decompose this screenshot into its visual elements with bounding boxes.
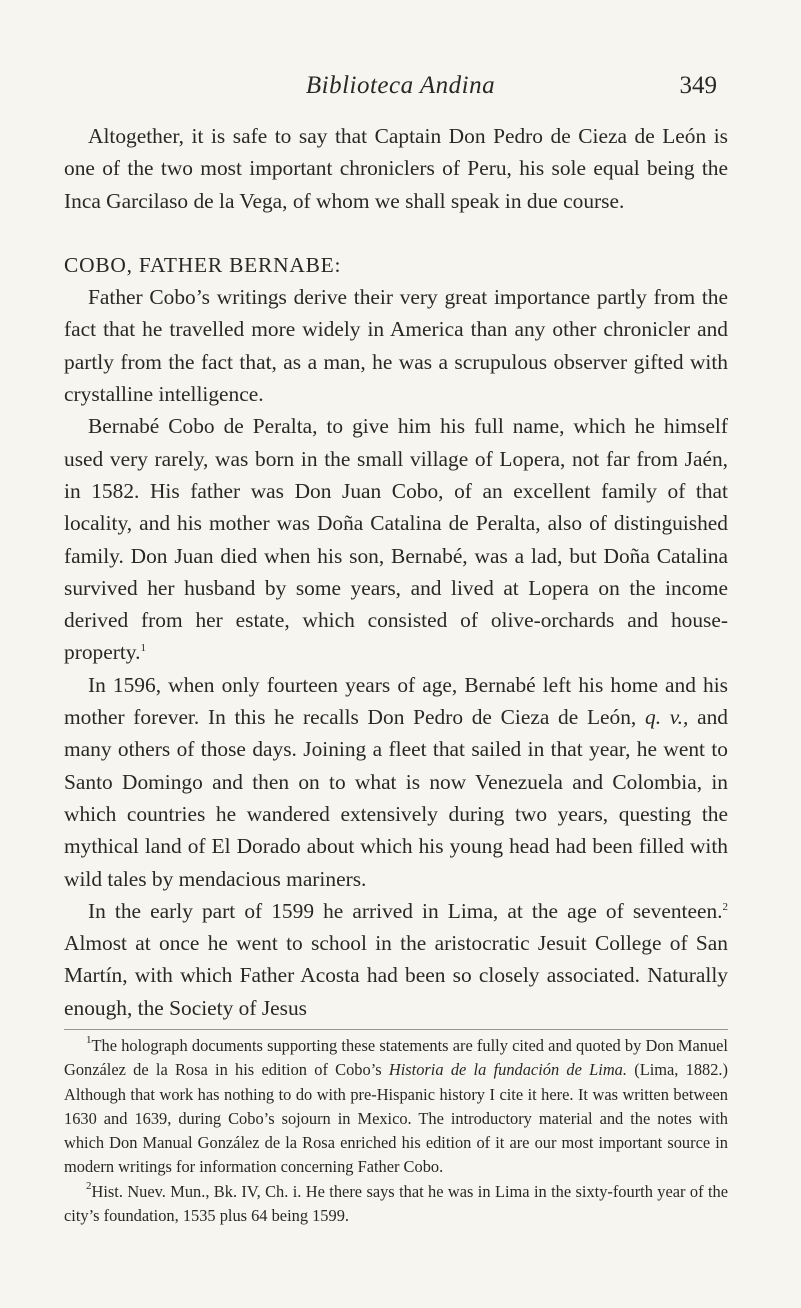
paragraph-1-text: Altogether, it is safe to say that Captain Don Pedro de Cieza de León is one of the two most important chroniclers of Peru, his sole equal being the Inca Garcilaso de la Vega, of whom we shall speak in due course. — [64, 124, 728, 213]
paragraph-3-text: Bernabé Cobo de Peralta, to give him his full name, which he himself used very rarely, was born in the small village of Lopera, not far from Jaén, in 1582. His father was Don Juan Cobo, of an excellent family of that locality, and his mother was Doña Catalina de Peralta, also of distinguished family. Don Juan died when his son, Bernabé, was a lad, but Doña Catalina survived her husband by some years, and lived at Lopera on the income derived from her estate, which consisted of olive-orchards and house-property. — [64, 414, 728, 665]
paragraph-3 — [64, 410, 728, 668]
footnote-1 — [64, 1034, 728, 1180]
paragraph-2-text: Father Cobo’s writings derive their very great importance partly from the fact that he travelled more widely in America than any other chronicler and partly from the fact that, as a man, he was a scrupulous observer gifted with crystalline intelligence. — [64, 285, 728, 407]
paragraph-4-text-a: In 1596, when only fourteen years of age, Bernabé left his home and his mother forever. In this he recalls Don Pedro de Cieza de León, — [64, 672, 728, 730]
footnote-1-title: Historia de la fundación de Lima. — [388, 1060, 627, 1080]
footnote-ref-2: 2 — [722, 900, 728, 913]
running-title: Biblioteca Andina — [305, 72, 496, 99]
section-heading: COBO, FATHER BERNABE: — [64, 252, 342, 277]
footnote-1-mark: 1 — [86, 1034, 92, 1046]
paragraph-4-qv: q. v., — [645, 705, 689, 730]
footnote-1-text-b: (Lima, 1882.) Although that work has nothing to do with pre-Hispanic history I cite it here. It was written between 1630 and 1639, during Cobo’s sojourn in Mexico. The introductory material and the notes with which Don Manual González de la Rosa enriched his edition of it are our most important source in modern writings for information concerning Father Cobo. — [64, 1060, 728, 1177]
paragraph-4-text-b: and many others of those days. Joining a fleet that sailed in that year, he went to Santo Domingo and then on to what is now Venezuela and Colombia, in which countries he wandered extensively during two years, questing the mythical land of El Dorado about which his young head had been filled with wild tales by mendacious mariners. — [64, 705, 728, 891]
paragraph-4 — [64, 669, 728, 895]
paragraph-5-text-a: In the early part of 1599 he arrived in Lima, at the age of seventeen. — [88, 898, 723, 923]
paragraph-5 — [64, 895, 728, 1024]
running-head — [0, 72, 801, 112]
footnote-2-text: Hist. Nuev. Mun., Bk. IV, Ch. i. He there says that he was in Lima in the sixty-fourth year of the city’s foundation, 1535 plus 64 being 1599. — [64, 1181, 728, 1226]
footnote-ref-1: 1 — [140, 642, 146, 655]
paragraph-5-text-b: Almost at once he went to school in the aristocratic Jesuit College of San Martín, with which Father Acosta had been so closely associated. Naturally enough, the Society of Jesus — [64, 931, 728, 1020]
footnote-2-mark: 2 — [86, 1179, 92, 1192]
footnote-2 — [64, 1180, 728, 1229]
paragraph-2 — [64, 281, 728, 410]
footnote-rule — [64, 1029, 728, 1030]
footnotes — [64, 1034, 728, 1228]
footnote-1-text-a: The holograph documents supporting these statements are fully cited and quoted by Don Manuel González de la Rosa in his edition of Cobo’s — [64, 1036, 728, 1080]
paragraph-1 — [64, 120, 728, 217]
body-text — [64, 120, 728, 1024]
page-number: 349 — [679, 72, 717, 99]
